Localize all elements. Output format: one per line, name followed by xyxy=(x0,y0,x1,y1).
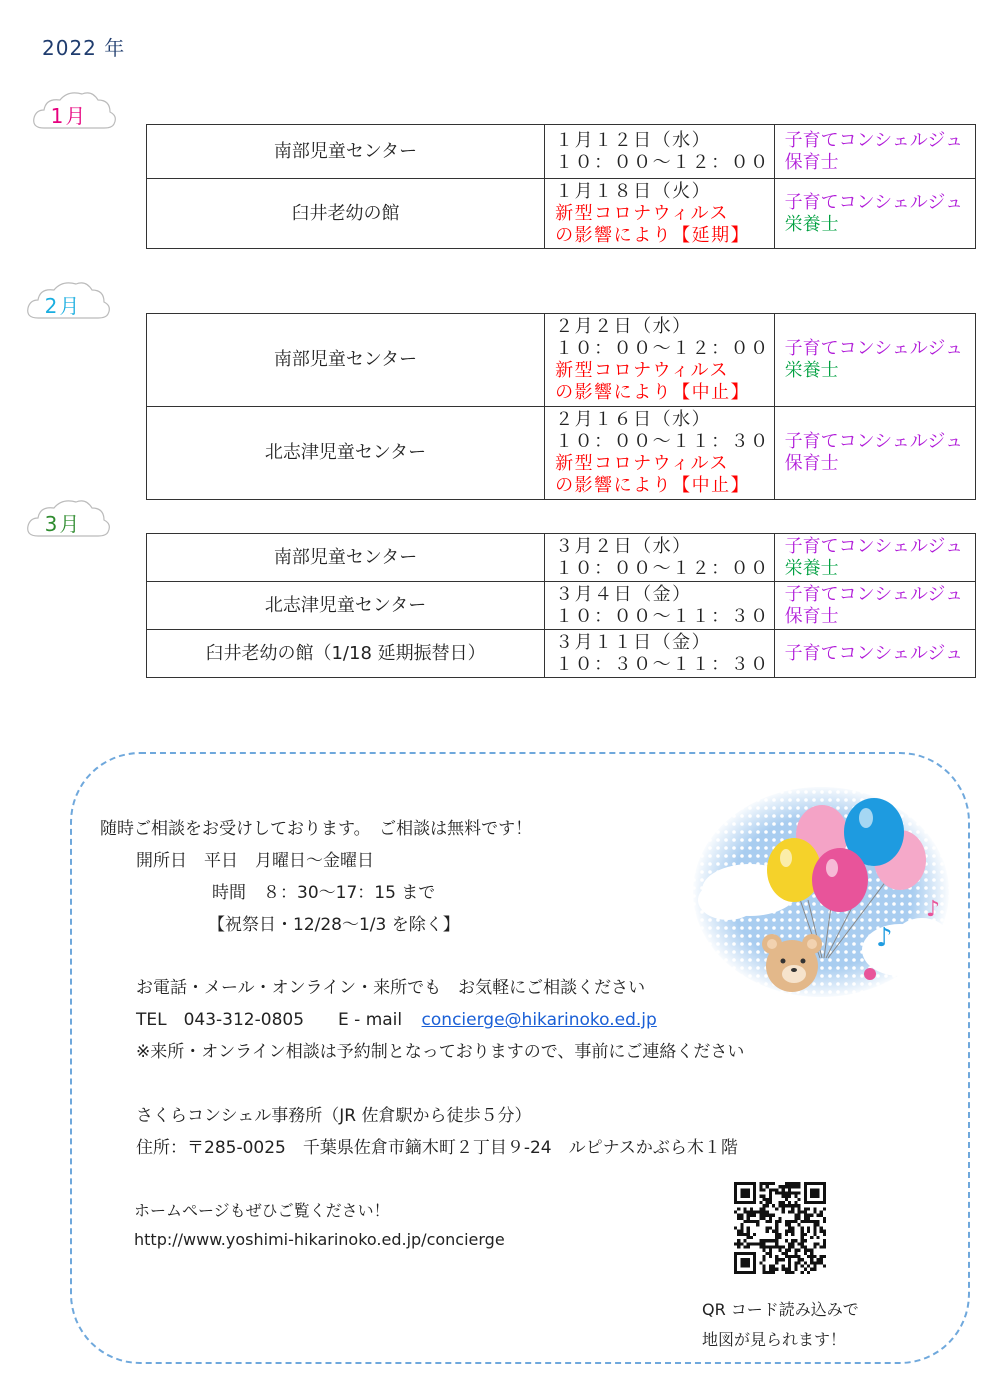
balloon-bear-illustration xyxy=(690,780,952,1000)
time-text: １０：００〜１２：００ xyxy=(555,151,770,173)
staff-primary: 子育てコンシェルジュ xyxy=(784,129,963,151)
table-row xyxy=(147,125,976,179)
staff-primary: 子育てコンシェルジュ xyxy=(784,535,964,557)
staff-secondary: 栄養士 xyxy=(784,213,839,235)
date-cell xyxy=(545,534,775,582)
table-row xyxy=(147,582,976,630)
venue-cell: 臼井老幼の館（1/18 延期振替日） xyxy=(147,630,545,678)
staff-primary: 子育てコンシェルジュ xyxy=(784,338,963,359)
svg-text:♪: ♪ xyxy=(926,897,941,922)
qr-caption-1: QR コード読み込みで xyxy=(702,1300,859,1319)
info-hours-except: 【祝祭日・12/28〜1/3 を除く】 xyxy=(208,915,460,935)
venue-cell: 南部児童センター xyxy=(147,314,545,407)
month-cloud-feb xyxy=(24,278,114,322)
staff-secondary: 栄養士 xyxy=(784,557,839,579)
venue-cell: 南部児童センター xyxy=(147,534,545,582)
info-homepage-lead: ホームページもぜひご覧ください！ xyxy=(134,1201,390,1220)
table-row xyxy=(147,630,976,678)
qr-code-icon xyxy=(734,1182,826,1274)
month-label-mar: 3月 xyxy=(44,512,82,536)
time-text: １０：００〜１１：３０ xyxy=(555,431,770,452)
date-text: ２月１６日（水） xyxy=(555,409,712,430)
venue-cell: 北志津児童センター xyxy=(147,407,545,500)
info-contact-line xyxy=(136,1005,657,1030)
date-text: １月１８日（火） xyxy=(555,180,712,202)
notice-text: の影響により【中止】 xyxy=(555,475,751,496)
schedule-table-mar xyxy=(146,533,976,678)
month-cloud-jan xyxy=(30,88,120,132)
staff-cell xyxy=(774,125,975,179)
schedule-table-feb xyxy=(146,313,976,500)
staff-secondary: 栄養士 xyxy=(784,360,839,381)
table-row xyxy=(147,534,976,582)
date-cell xyxy=(545,630,775,678)
date-cell xyxy=(545,582,775,630)
date-text: １月１２日（水） xyxy=(555,129,712,151)
date-cell xyxy=(545,125,775,179)
notice-text: の影響により【中止】 xyxy=(555,382,751,403)
time-text: １０：００〜１１：３０ xyxy=(555,605,770,627)
notice-text: 新型コロナウィルス xyxy=(555,360,729,381)
info-url[interactable]: http://www.yoshimi-hikarinoko.ed.jp/concierge xyxy=(134,1230,505,1249)
month-label-feb: 2月 xyxy=(44,294,82,318)
staff-cell xyxy=(774,179,975,249)
month-label-jan: 1月 xyxy=(50,104,88,128)
info-office: さくらコンシェル事務所（JR 佐倉駅から徒歩５分） xyxy=(136,1106,532,1126)
page-year: 2022 年 xyxy=(42,36,126,60)
notice-text: 新型コロナウィルス xyxy=(555,202,729,224)
notice-text: の影響により【延期】 xyxy=(555,224,751,246)
table-row xyxy=(147,314,976,407)
tel-text: TEL 043-312-0805 E - mail xyxy=(136,1010,403,1030)
staff-secondary: 保育士 xyxy=(784,453,839,474)
date-cell xyxy=(545,407,775,500)
staff-primary: 子育てコンシェルジュ xyxy=(784,642,964,664)
info-reservation: ※来所・オンライン相談は予約制となっておりますので、事前にご連絡ください xyxy=(136,1042,745,1062)
info-intro: 随時ご相談をお受けしております。 ご相談は無料です！ xyxy=(100,819,533,839)
schedule-table-jan xyxy=(146,124,976,249)
staff-primary: 子育てコンシェルジュ xyxy=(784,431,963,452)
venue-cell: 北志津児童センター xyxy=(147,582,545,630)
date-cell xyxy=(545,179,775,249)
info-hours-time: 時間 ８：30〜17：15 まで xyxy=(212,883,436,903)
staff-cell xyxy=(774,534,975,582)
notice-text: 新型コロナウィルス xyxy=(555,453,729,474)
date-text: ３月２日（水） xyxy=(555,535,692,557)
time-text: １０：３０〜１１：３０ xyxy=(555,653,770,675)
time-text: １０：００〜１２：００ xyxy=(555,557,770,579)
date-text: ３月１１日（金） xyxy=(555,631,712,653)
venue-cell: 南部児童センター xyxy=(147,125,545,179)
date-text: ３月４日（金） xyxy=(555,583,692,605)
date-text: ２月２日（水） xyxy=(555,316,692,337)
staff-cell xyxy=(774,582,975,630)
info-hours-days: 開所日 平日 月曜日〜金曜日 xyxy=(136,851,374,871)
venue-cell: 臼井老幼の館 xyxy=(147,179,545,249)
date-cell xyxy=(545,314,775,407)
svg-text:♪: ♪ xyxy=(876,923,893,953)
staff-cell xyxy=(774,407,975,500)
staff-cell xyxy=(774,630,975,678)
table-row xyxy=(147,179,976,249)
qr-caption-2: 地図が見られます！ xyxy=(702,1330,847,1349)
staff-secondary: 保育士 xyxy=(784,151,839,173)
staff-cell xyxy=(774,314,975,407)
table-row xyxy=(147,407,976,500)
time-text: １０：００〜１２：００ xyxy=(555,338,770,359)
info-address: 住所：〒285-0025 千葉県佐倉市鏑木町２丁目９-24 ルピナスかぶら木１階 xyxy=(136,1138,738,1158)
month-cloud-mar xyxy=(24,496,114,540)
staff-primary: 子育てコンシェルジュ xyxy=(784,191,963,213)
email-link[interactable]: concierge@hikarinoko.ed.jp xyxy=(421,1010,657,1030)
info-contact-lead: お電話・メール・オンライン・来所でも お気軽にご相談ください xyxy=(136,978,646,998)
staff-secondary: 保育士 xyxy=(784,605,839,627)
staff-primary: 子育てコンシェルジュ xyxy=(784,583,964,605)
